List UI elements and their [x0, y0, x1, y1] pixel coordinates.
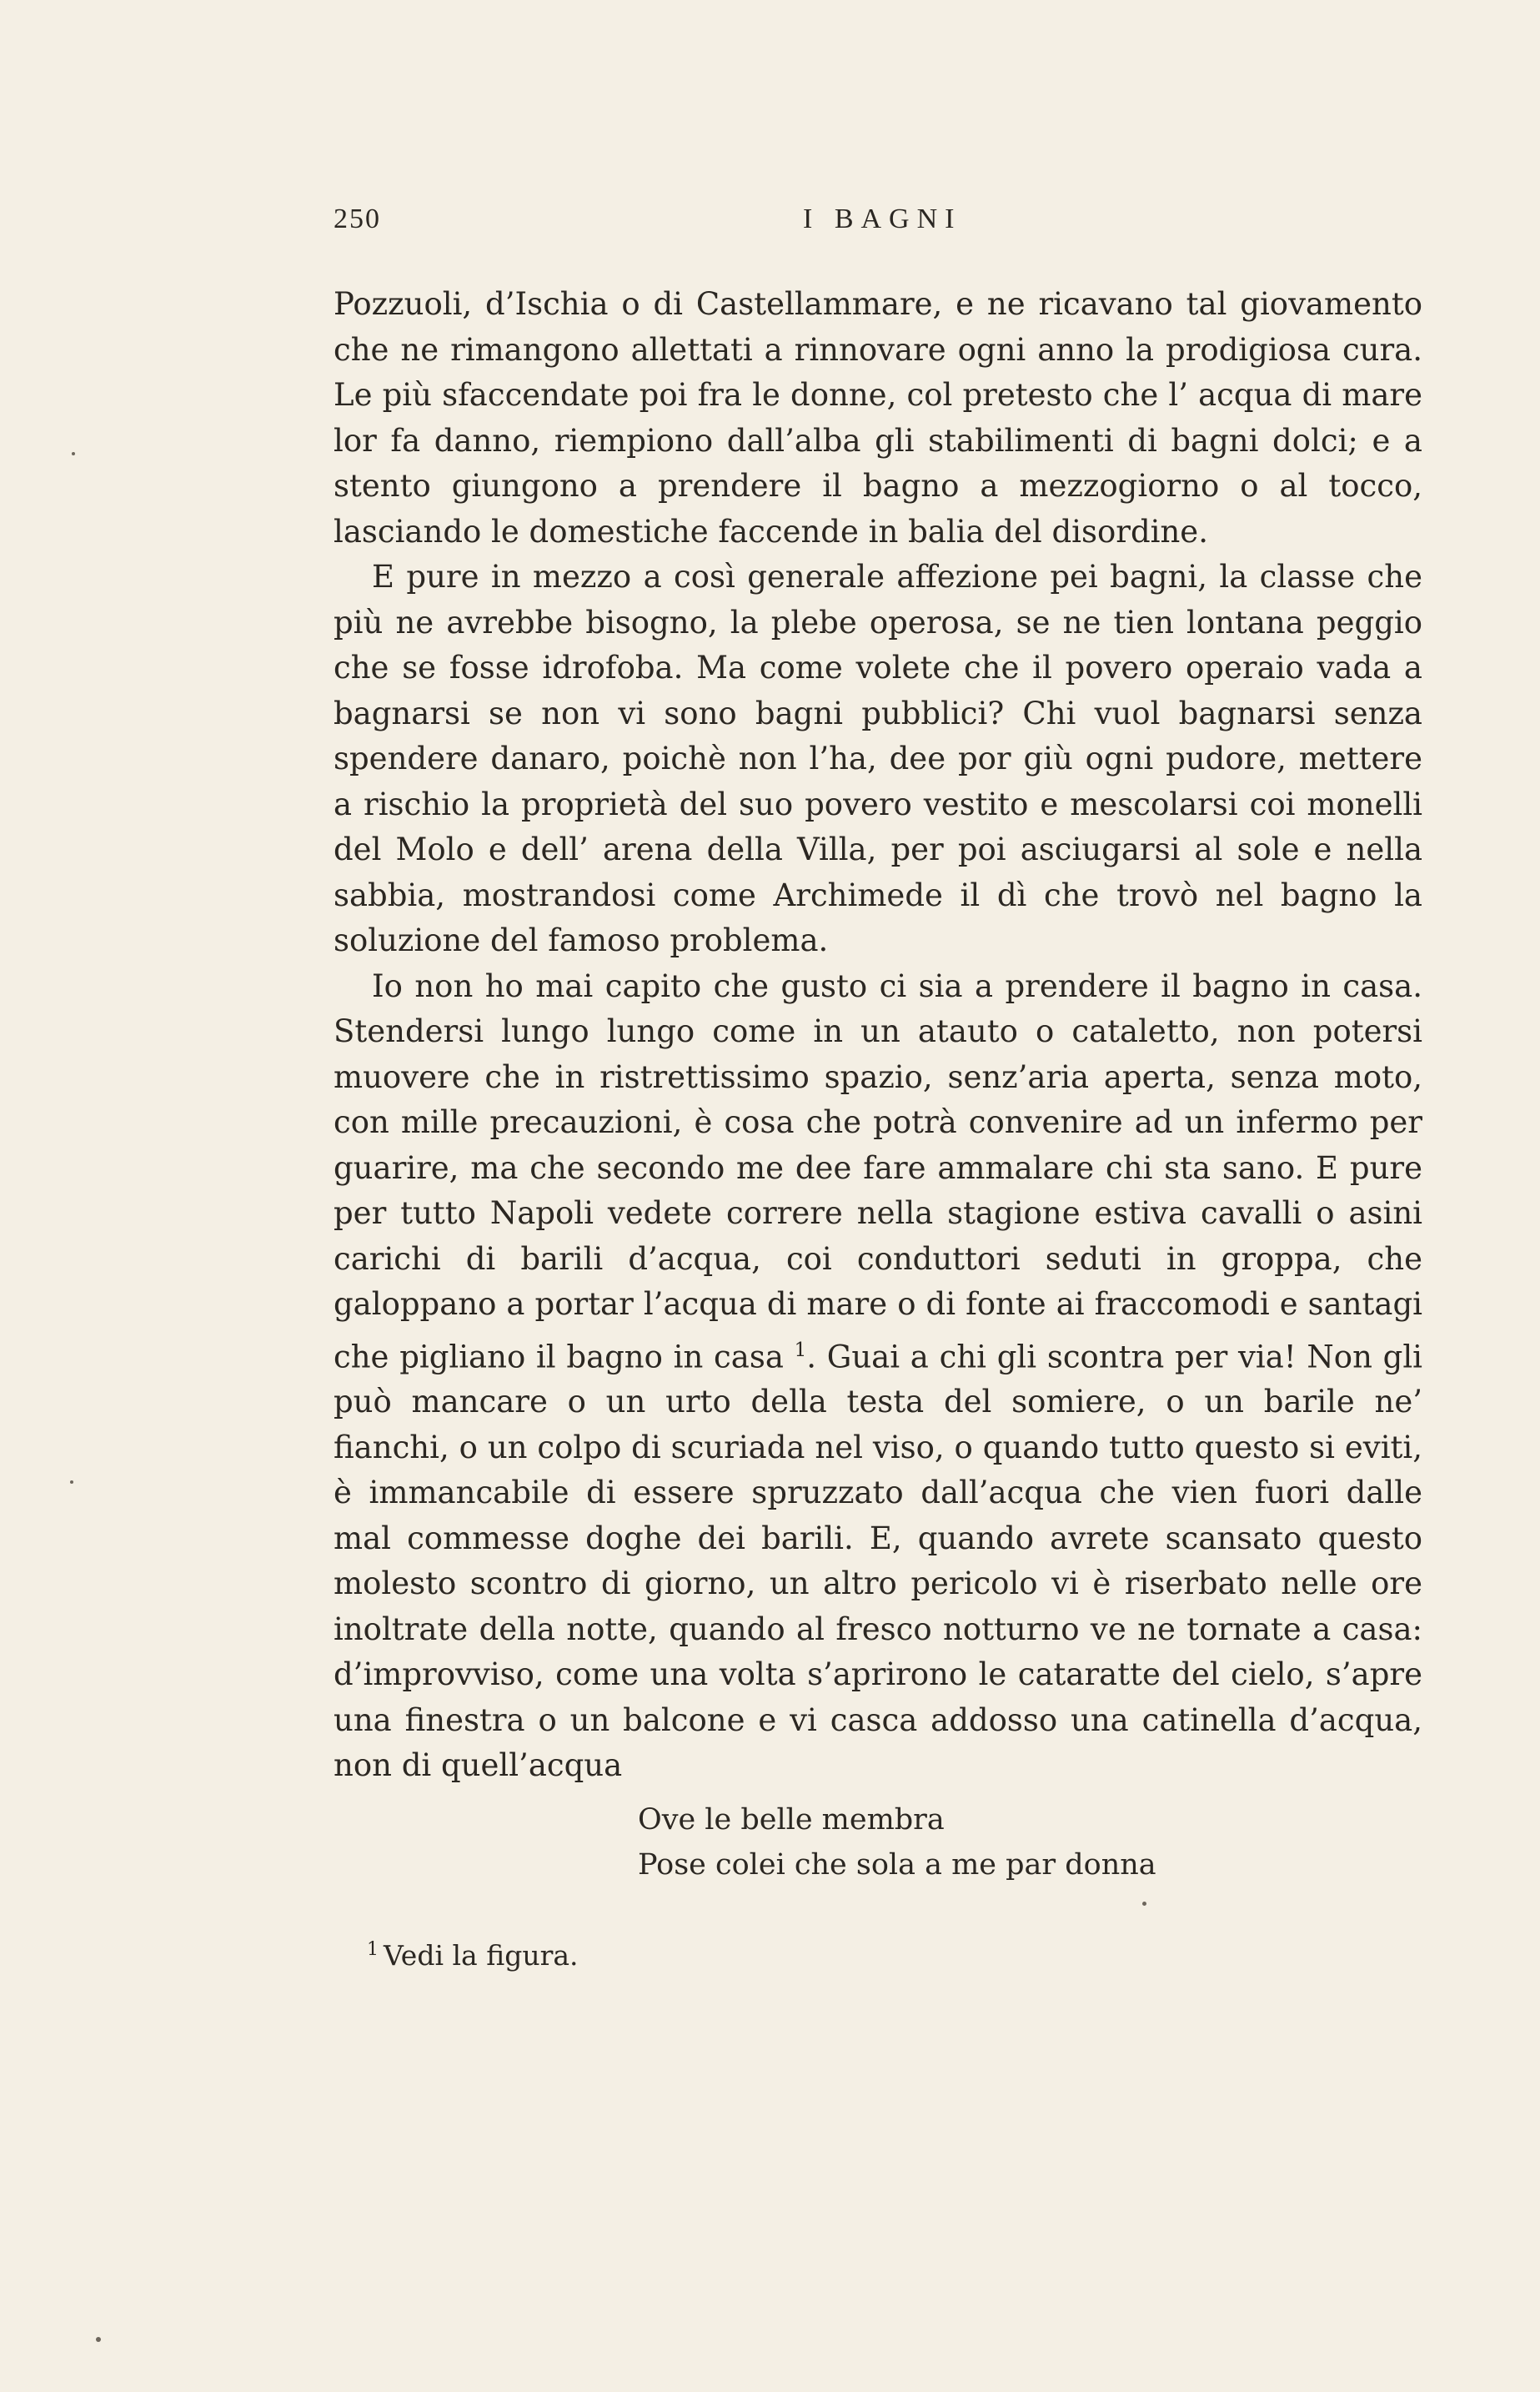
verse-line-2: Pose colei che sola a me par donna	[638, 1848, 1156, 1882]
paragraph-1: Pozzuoli, d’Ischia o di Castellammare, e ne ricavano tal giovamento che ne rimangono allettati a rinnovare ogni anno la prodigiosa cura. Le più sfaccendate poi fra le donne, col pretesto che l’ acqua di mare lor fa danno, riempiono dall’alba gli stabilimenti di bagni dolci; e a stento giungono a prendere il bagno a mezzogiorno o al tocco, lasciando le domestiche faccende in balia del disordine.	[334, 286, 1422, 550]
footnote	[367, 1932, 579, 1974]
paper-speck	[96, 2337, 101, 2342]
verse-line-1: Ove le belle membra	[638, 1803, 945, 1837]
page-number: 250	[334, 204, 381, 234]
paragraph-3	[334, 964, 1422, 1789]
paper-speck	[1142, 1902, 1146, 1906]
footnote-mark: 1	[367, 1939, 379, 1960]
paper-speck	[70, 1480, 73, 1484]
paragraph-2: E pure in mezzo a così generale affezione pei bagni, la classe che più ne avrebbe bisogno, la plebe operosa, se ne tien lontana peggio che se fosse idrofoba. Ma come volete che il povero operaio vada a bagnarsi se non vi sono bagni pubblici? Chi vuol bagnarsi senza spendere danaro, poichè non l’ha, dee por giù ogni pudore, mettere a rischio la proprietà del suo povero vestito e mescolarsi coi monelli del Molo e dell’ arena della Villa, per poi asciugarsi al sole e nella sabbia, mostrandosi come Archimede il dì che trovò nel bagno la soluzione del famoso problema.	[334, 559, 1422, 958]
running-title: I BAGNI	[803, 204, 962, 234]
running-head	[334, 204, 1422, 245]
paper-speck	[72, 452, 75, 455]
paragraph-3-text-end: . Guai a chi gli scontra per via! Non gli può mancare o un urto della testa del somiere, o un barile ne’ fianchi, o un colpo di scuriada nel viso, o quando tutto questo si eviti, è immancabile di essere spruzzato dall’acqua che vien fuori dalle mal commesse doghe dei barili. E, quando avrete scansato questo molesto scontro di giorno, un altro pericolo vi è riserbato nelle ore inoltrate della notte, quando al fresco notturno ve ne tornate a casa: d’improvviso, come una volta s’aprirono le cataratte del cielo, s’apre una finestra o un balcone e vi casca addosso una catinella d’acqua, non di quell’acqua	[334, 1338, 1422, 1784]
body-text	[334, 282, 1422, 1789]
paragraph-3-text-start: Io non ho mai capito che gusto ci sia a prendere il bagno in casa. Stendersi lungo lungo come in un atauto o cataletto, non potersi muovere che in ristrettissimo spazio, senz’aria aperta, senza moto, con mille precauzioni, è cosa che potrà convenire ad un infermo per guarire, ma che secondo me dee fare ammalare chi sta sano. E pure per tutto Napoli vedete correre nella stagione estiva cavalli o asini carichi di barili d’acqua, coi conduttori seduti in groppa, che galoppano a portar l’acqua di mare o di fonte ai fraccomodi e santagi che pigliano il bagno in casa	[334, 967, 1422, 1374]
verse-quotation	[638, 1797, 1156, 1887]
footnote-reference: 1	[794, 1339, 807, 1361]
footnote-text: Vedi la figura.	[384, 1939, 579, 1972]
